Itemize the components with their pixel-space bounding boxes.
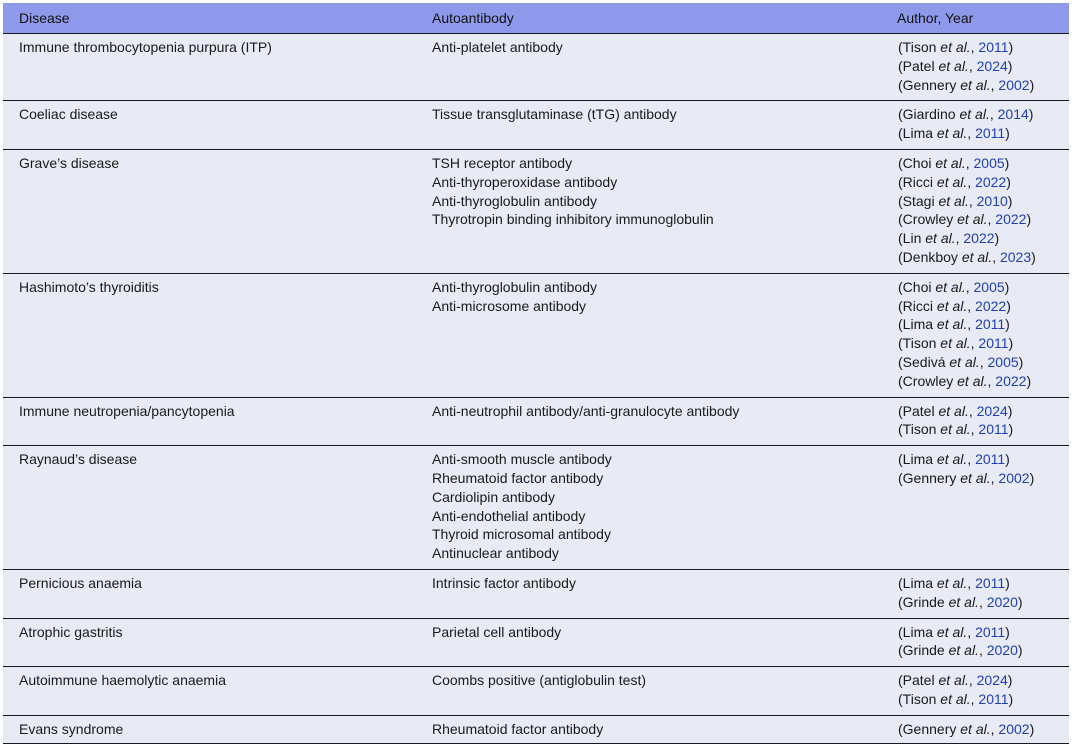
- autoantibody-item: Cardiolipin antibody: [432, 488, 555, 505]
- citation-year-link[interactable]: 2005: [987, 353, 1019, 370]
- autoantibody-item: Intrinsic factor antibody: [432, 574, 576, 591]
- reference-cell: [894, 273, 1069, 397]
- autoantibody-item: Anti-thyroglobulin antibody: [432, 278, 597, 295]
- citation-year-link[interactable]: 2011: [978, 690, 1009, 707]
- citation-author: Grinde: [902, 642, 945, 659]
- reference-cell: [894, 715, 1069, 743]
- citation: (Tison et al., 2011): [898, 690, 1014, 707]
- disease-name: Evans syndrome: [19, 720, 124, 737]
- citation-year-link[interactable]: 2011: [978, 421, 1009, 438]
- disease-name: Pernicious anaemia: [19, 574, 142, 591]
- autoantibody-cell: [416, 149, 894, 273]
- citation-author: Tison: [902, 39, 937, 55]
- citation-author: Grinde: [902, 593, 945, 610]
- citation-author: Tison: [902, 421, 937, 438]
- citation-year-link[interactable]: 2022: [995, 372, 1027, 389]
- table-row: [3, 618, 1069, 667]
- citation: (Tison et al., 2011): [898, 39, 1014, 55]
- citation-year-link[interactable]: 2010: [976, 192, 1008, 209]
- autoantibody-item: Anti-microsome antibody: [432, 297, 587, 314]
- citation: (Stagi et al., 2010): [898, 192, 1013, 209]
- citation-author: Denkboy: [902, 248, 958, 265]
- autoantibody-item: Parietal cell antibody: [432, 623, 562, 640]
- citation: (Gennery et al., 2002): [898, 720, 1035, 737]
- autoantibody-item: Anti-thyroglobulin antibody: [432, 192, 597, 209]
- citation-year-link[interactable]: 2002: [998, 76, 1030, 93]
- citation-author: Choi: [902, 278, 932, 295]
- disease-name: Raynaud’s disease: [19, 451, 138, 468]
- citation-author: Lima: [902, 125, 934, 142]
- autoantibody-item: Anti-thyroperoxidase antibody: [432, 173, 618, 190]
- disease-name: Immune thrombocytopenia purpura (ITP): [19, 39, 272, 55]
- disease-name: Immune neutropenia/pancytopenia: [19, 402, 235, 419]
- citation-year-link[interactable]: 2011: [975, 125, 1006, 142]
- autoantibody-cell: [416, 667, 894, 716]
- header-disease: Disease: [3, 3, 416, 34]
- disease-cell: [3, 715, 416, 743]
- citation: (Tison et al., 2011): [898, 335, 1014, 352]
- citation-author: Patel: [902, 402, 935, 419]
- citation: (Lima et al., 2011): [898, 574, 1010, 591]
- citation: (Sedivá et al., 2005): [898, 353, 1024, 370]
- citation: (Giardino et al., 2014): [898, 106, 1034, 123]
- citation-author: Patel: [902, 672, 935, 689]
- reference-cell: [894, 618, 1069, 667]
- citation: (Grinde et al., 2020): [898, 642, 1023, 659]
- citation-author: Gennery: [902, 76, 957, 93]
- citation-year-link[interactable]: 2011: [975, 623, 1006, 640]
- citation-year-link[interactable]: 2011: [975, 574, 1006, 591]
- disease-cell: [3, 618, 416, 667]
- table-row: [3, 273, 1069, 397]
- table: [3, 3, 1069, 744]
- disease-name: Hashimoto’s thyroiditis: [19, 278, 159, 295]
- autoantibody-item: Thyroid microsomal antibody: [432, 526, 611, 543]
- citation: (Lima et al., 2011): [898, 451, 1010, 468]
- autoantibody-item: Anti-smooth muscle antibody: [432, 451, 612, 468]
- citation-year-link[interactable]: 2011: [978, 335, 1009, 352]
- reference-cell: [894, 149, 1069, 273]
- autoantibody-cell: [416, 618, 894, 667]
- table-row: [3, 715, 1069, 743]
- citation: (Crowley et al., 2022): [898, 372, 1032, 389]
- citation: (Gennery et al., 2002): [898, 76, 1035, 93]
- citation-author: Lin: [902, 230, 922, 247]
- citation: (Patel et al., 2024): [898, 402, 1013, 419]
- disease-cell: [3, 397, 416, 446]
- disease-name: Coeliac disease: [19, 106, 118, 123]
- citation-author: Stagi: [902, 192, 935, 209]
- citation: (Patel et al., 2024): [898, 672, 1013, 689]
- citation-author: Choi: [902, 154, 932, 171]
- citation-author: Patel: [902, 57, 935, 74]
- disease-cell: [3, 667, 416, 716]
- disease-cell: [3, 149, 416, 273]
- table-row: [3, 397, 1069, 446]
- citation: (Lin et al., 2022): [898, 230, 1000, 247]
- autoantibody-cell: [416, 34, 894, 101]
- citation-year-link[interactable]: 2011: [978, 39, 1009, 55]
- citation-year-link[interactable]: 2014: [997, 106, 1029, 123]
- disease-name: Atrophic gastritis: [19, 623, 123, 640]
- citation-author: Lima: [902, 574, 934, 591]
- citation: (Patel et al., 2024): [898, 57, 1013, 74]
- disease-cell: [3, 446, 416, 570]
- table-row: [3, 446, 1069, 570]
- reference-cell: [894, 397, 1069, 446]
- citation-author: Giardino: [902, 106, 956, 123]
- disease-cell: [3, 101, 416, 150]
- autoantibody-item: Coombs positive (antiglobulin test): [432, 672, 646, 689]
- citation-year-link[interactable]: 2024: [976, 57, 1008, 74]
- autoantibody-item: Anti-neutrophil antibody/anti-granulocyte antibody: [432, 402, 740, 419]
- autoantibody-item: Tissue transglutaminase (tTG) antibody: [432, 106, 677, 123]
- autoantibody-item: Rheumatoid factor antibody: [432, 469, 604, 486]
- reference-cell: [894, 446, 1069, 570]
- citation: (Grinde et al., 2020): [898, 593, 1023, 610]
- citation-year-link[interactable]: 2022: [975, 173, 1007, 190]
- citation-author: Crowley: [902, 372, 954, 389]
- citation-year-link[interactable]: 2005: [973, 154, 1005, 171]
- table-row: [3, 667, 1069, 716]
- citation-year-link[interactable]: 2022: [975, 297, 1007, 314]
- autoantibody-cell: [416, 101, 894, 150]
- reference-cell: [894, 569, 1069, 618]
- citation: (Lima et al., 2011): [898, 316, 1010, 333]
- table-row: [3, 569, 1069, 618]
- citation: (Choi et al., 2005): [898, 154, 1010, 171]
- citation: (Crowley et al., 2022): [898, 211, 1032, 228]
- citation-year-link[interactable]: 2020: [986, 642, 1018, 659]
- autoantibody-item: TSH receptor antibody: [432, 154, 573, 171]
- citation-year-link[interactable]: 2011: [975, 316, 1006, 333]
- citation: (Ricci et al., 2022): [898, 173, 1011, 190]
- disease-name: Autoimmune haemolytic anaemia: [19, 672, 226, 689]
- header-author-year: Author, Year: [894, 3, 1069, 34]
- table-row: [3, 101, 1069, 150]
- citation: (Denkboy et al., 2023): [898, 248, 1036, 265]
- autoantibody-cell: [416, 569, 894, 618]
- citation-author: Lima: [902, 316, 934, 333]
- autoantibody-cell: [416, 273, 894, 397]
- citation-author: Crowley: [902, 211, 954, 228]
- disease-cell: [3, 34, 416, 101]
- header-autoantibody: Autoantibody: [416, 3, 894, 34]
- table-row: [3, 149, 1069, 273]
- citation-author: Lima: [902, 623, 934, 640]
- autoantibody-cell: [416, 715, 894, 743]
- citation: (Lima et al., 2011): [898, 125, 1010, 142]
- citation-author: Gennery: [902, 469, 957, 486]
- citation-author: Tison: [902, 335, 937, 352]
- citation-year-link[interactable]: 2020: [986, 593, 1018, 610]
- citation-year-link[interactable]: 2011: [975, 451, 1006, 468]
- header-row: [3, 3, 1069, 34]
- citation-year-link[interactable]: 2023: [999, 248, 1032, 265]
- citation-author: Ricci: [902, 297, 934, 314]
- reference-cell: [894, 34, 1069, 101]
- reference-cell: [894, 667, 1069, 716]
- citation: (Choi et al., 2005): [898, 278, 1010, 295]
- citation-year-link[interactable]: 2022: [995, 211, 1027, 228]
- reference-cell: [894, 101, 1069, 150]
- citation: (Ricci et al., 2022): [898, 297, 1011, 314]
- disease-name: Grave’s disease: [19, 154, 120, 171]
- autoantibody-table: [3, 3, 1069, 744]
- table-row: [3, 34, 1069, 101]
- autoantibody-item: Rheumatoid factor antibody: [432, 720, 604, 737]
- autoantibody-cell: [416, 446, 894, 570]
- citation-author: Lima: [902, 451, 934, 468]
- citation-year-link[interactable]: 2002: [998, 720, 1030, 737]
- autoantibody-item: Anti-platelet antibody: [432, 39, 563, 55]
- citation-year-link[interactable]: 2022: [963, 230, 995, 247]
- table-body: [3, 34, 1069, 744]
- citation-author: Tison: [902, 690, 937, 707]
- disease-cell: [3, 273, 416, 397]
- disease-cell: [3, 569, 416, 618]
- citation-author: Sedivá: [902, 353, 946, 370]
- autoantibody-item: Anti-endothelial antibody: [432, 507, 586, 524]
- autoantibody-item: Antinuclear antibody: [432, 545, 559, 562]
- autoantibody-cell: [416, 397, 894, 446]
- citation: (Lima et al., 2011): [898, 623, 1010, 640]
- citation: (Tison et al., 2011): [898, 421, 1014, 438]
- citation-year-link[interactable]: 2005: [973, 278, 1005, 295]
- citation-year-link[interactable]: 2024: [976, 402, 1008, 419]
- citation: (Gennery et al., 2002): [898, 469, 1035, 486]
- autoantibody-item: Thyrotropin binding inhibitory immunoglobulin: [432, 211, 714, 228]
- citation-year-link[interactable]: 2024: [976, 672, 1008, 689]
- citation-year-link[interactable]: 2002: [998, 469, 1030, 486]
- citation-author: Ricci: [902, 173, 934, 190]
- citation-author: Gennery: [902, 720, 957, 737]
